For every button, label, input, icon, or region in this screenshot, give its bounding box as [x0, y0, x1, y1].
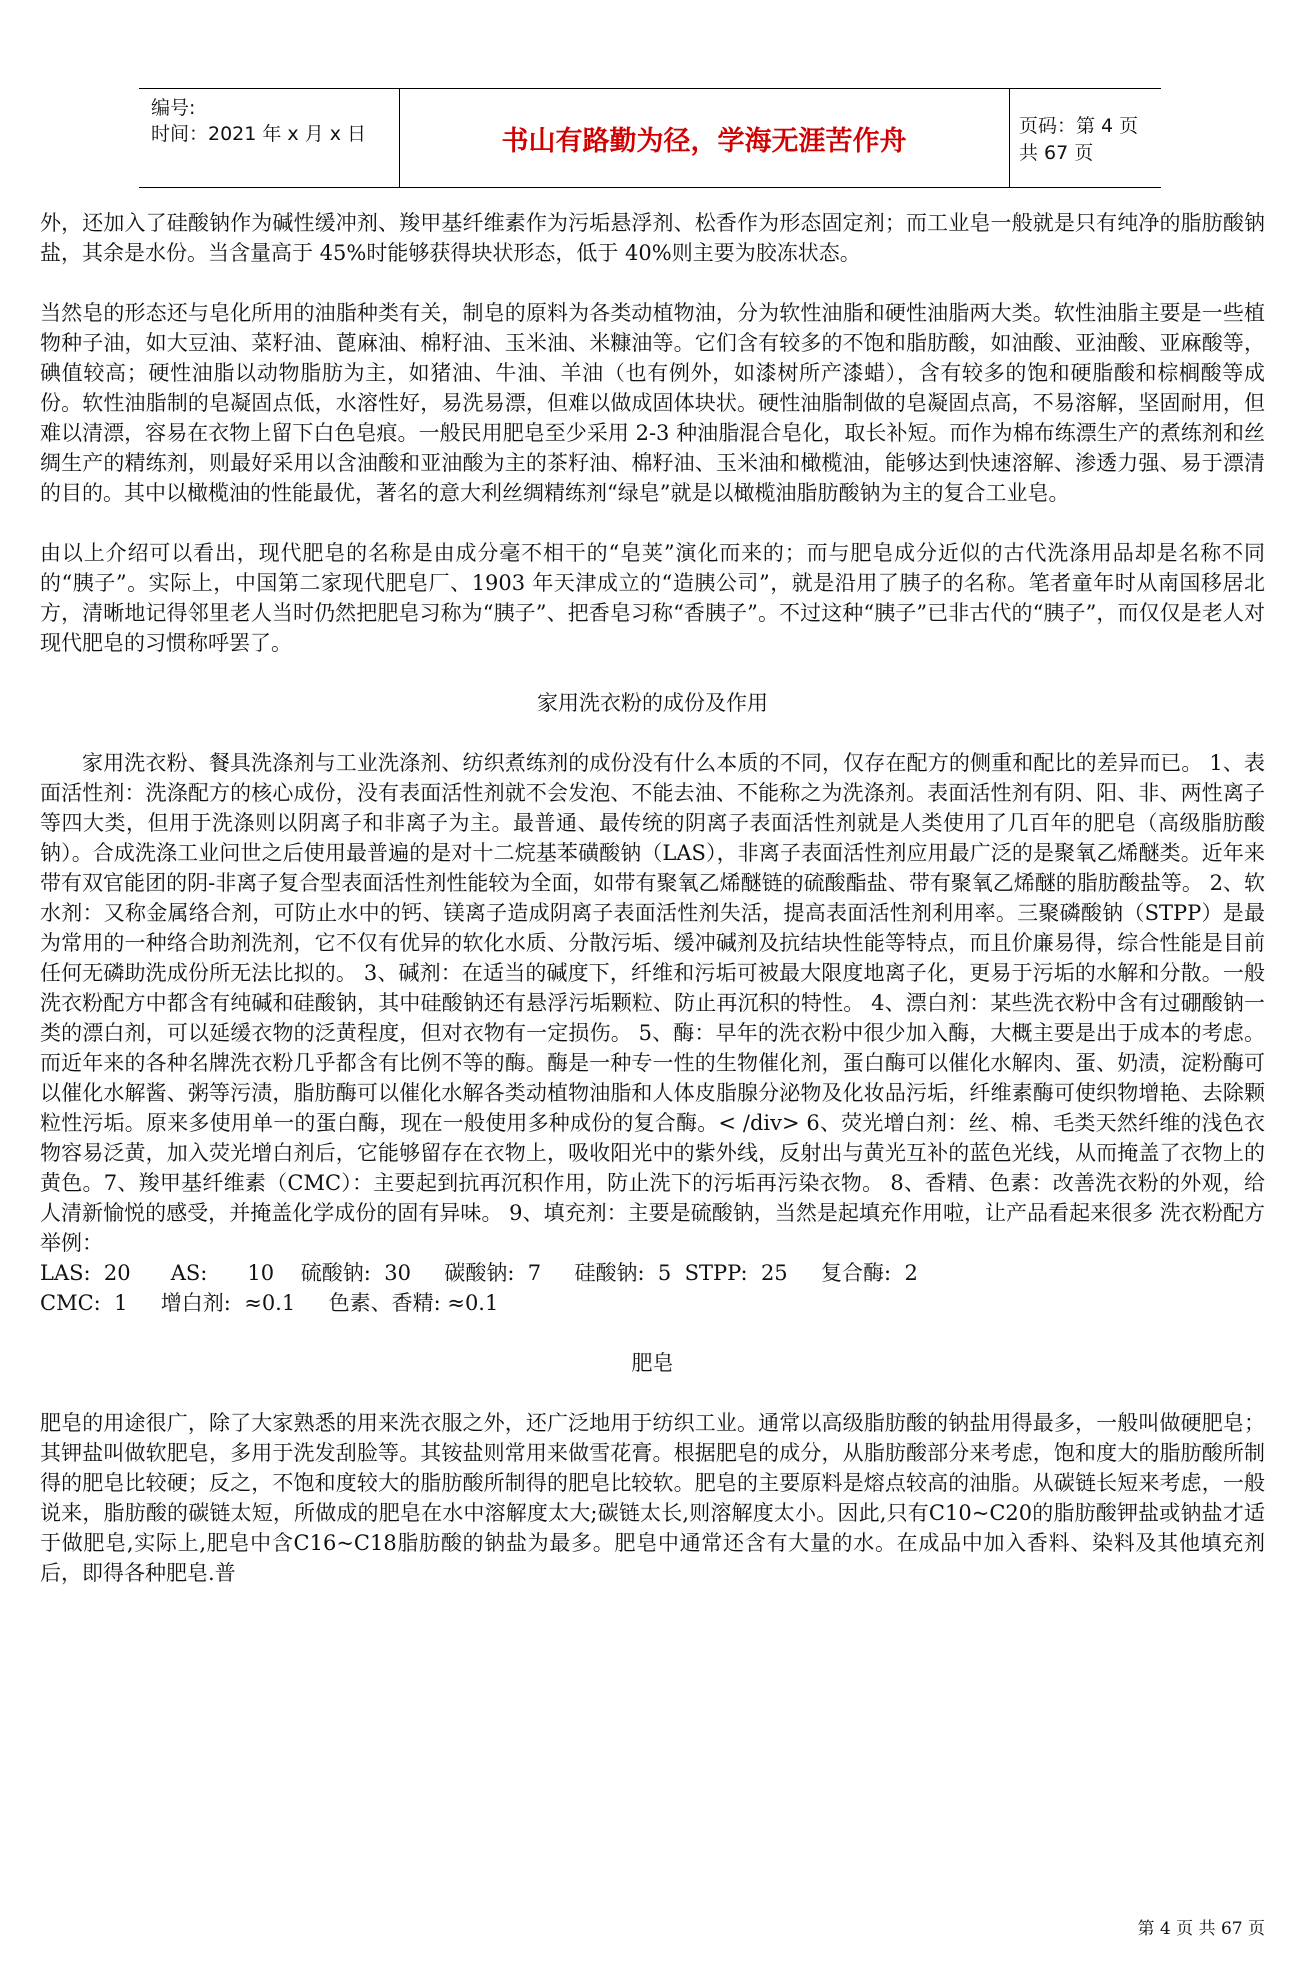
- section-heading: 家用洗衣粉的成份及作用: [537, 691, 768, 715]
- paragraph: 外，还加入了硅酸钠作为碱性缓冲剂、羧甲基纤维素作为污垢悬浮剂、松香作为形态固定剂；而工业皂一般就是只有纯净的脂肪酸钠盐，其余是水份。当含量高于 45%时能够获得块状形态，低于 40%则主要为胶冻状态。: [40, 211, 1265, 265]
- page-footer: 第 4 页 共 67 页: [1137, 1919, 1265, 1939]
- header-divider: [1009, 89, 1010, 187]
- header-slogan: 书山有路勤为径，学海无涯苦作舟: [501, 125, 907, 157]
- number-label: 编号:: [151, 97, 196, 119]
- paragraph: 肥皂的用途很广，除了大家熟悉的用来洗衣服之外，还广泛地用于纺织工业。通常以高级脂肪酸的钠盐用得最多，一般叫做硬肥皂；其钾盐叫做软肥皂，多用于洗发刮脸等。其铵盐则常用来做雪花膏。根据肥皂的成分，从脂肪酸部分来考虑，饱和度大的脂肪酸所制得的肥皂比较硬；反之，不饱和度较大的脂肪酸所制得的肥皂比较软。肥皂的主要原料是熔点较高的油脂。从碳链长短来考虑，一般说来，脂肪酸的碳链太短，所做成的肥皂在水中溶解度太大;碳链太长,则溶解度太小。因此,只有C10~C20的脂肪酸钾盐或钠盐才适于做肥皂,实际上,肥皂中含C16~C18脂肪酸的钠盐为最多。肥皂中通常还含有大量的水。在成品中加入香料、染料及其他填充剂后，即得各种肥皂.普: [40, 1411, 1265, 1585]
- header-page-info: 页码：第 4 页 共 67 页: [1019, 115, 1139, 164]
- formula-line: CMC: 1 增白剂: ≈0.1 色素、香精: ≈0.1: [40, 1291, 499, 1315]
- paragraph: 家用洗衣粉、餐具洗涤剂与工业洗涤剂、纺织煮练剂的成份没有什么本质的不同，仅存在配方的侧重和配比的差异而已。 1、表面活性剂：洗涤配方的核心成份，没有表面活性剂就不会发泡、不能去油、不能称之为洗涤剂。表面活性剂有阴、阳、非、两性离子等四大类，但用于洗涤则以阴离子和非离子为主。最普通、最传统的阴离子表面活性剂就是人类使用了几百年的肥皂（高级脂肪酸钠）。合成洗涤工业问世之后使用最普遍的是对十二烷基苯磺酸钠（LAS），非离子表面活性剂应用最广泛的是聚氧乙烯醚类。近年来带有双官能团的阴-非离子复合型表面活性剂性能较为全面，如带有聚氧乙烯醚链的硫酸酯盐、带有聚氧乙烯醚的脂肪酸盐等。 2、软水剂：又称金属络合剂，可防止水中的钙、镁离子造成阴离子表面活性剂失活，提高表面活性剂利用率。三聚磷酸钠（STPP）是最为常用的一种络合助剂洗剂，它不仅有优异的软化水质、分散污垢、缓冲碱剂及抗结块性能等特点，而且价廉易得，综合性能是目前任何无磷助洗成份所无法比拟的。 3、碱剂：在适当的碱度下，纤维和污垢可被最大限度地离子化，更易于污垢的水解和分散。一般洗衣粉配方中都含有纯碱和硅酸钠，其中硅酸钠还有悬浮污垢颗粒、防止再沉积的特性。 4、漂白剂：某些洗衣粉中含有过硼酸钠一类的漂白剂，可以延缓衣物的泛黄程度，但对衣物有一定损伤。 5、酶：早年的洗衣粉中很少加入酶，大概主要是出于成本的考虑。而近年来的各种名牌洗衣粉几乎都含有比例不等的酶。酶是一种专一性的生物催化剂，蛋白酶可以催化水解肉、蛋、奶渍，淀粉酶可以催化水解酱、粥等污渍，脂肪酶可以催化水解各类动植物油脂和人体皮脂腺分泌物及化妆品污垢，纤维素酶可使织物增艳、去除颗粒性污垢。原来多使用单一的蛋白酶，现在一般使用多种成份的复合酶。< /div> 6、荧光增白剂：丝、棉、毛类天然纤维的浅色衣物容易泛黄，加入荧光增白剂后，它能够留存在衣物上，吸收阳光中的紫外线，反射出与黄光互补的蓝色光线，从而掩盖了衣物上的黄色。7、羧甲基纤维素（CMC）：主要起到抗再沉积作用，防止洗下的污垢再污染衣物。 8、香精、色素：改善洗衣粉的外观，给人清新愉悦的感受，并掩盖化学成份的固有异味。 9、填充剂：主要是硫酸钠，当然是起填充作用啦，让产品看起来很多 洗衣粉配方举例：: [40, 751, 1265, 1255]
- section-heading: 肥皂: [631, 1351, 674, 1375]
- date-label: 时间：2021 年 x 月 x 日: [151, 123, 367, 145]
- document-body: [40, 208, 1265, 1618]
- document-header: [139, 88, 1161, 188]
- paragraph: 当然皂的形态还与皂化所用的油脂种类有关，制皂的原料为各类动植物油，分为软性油脂和硬性油脂两大类。软性油脂主要是一些植物种子油，如大豆油、菜籽油、蓖麻油、棉籽油、玉米油、米糠油等。它们含有较多的不饱和脂肪酸，如油酸、亚油酸、亚麻酸等，碘值较高；硬性油脂以动物脂肪为主，如猪油、牛油、羊油（也有例外，如漆树所产漆蜡），含有较多的饱和硬脂酸和棕榈酸等成份。软性油脂制的皂凝固点低，水溶性好，易洗易漂，但难以做成固体块状。硬性油脂制做的皂凝固点高，不易溶解，坚固耐用，但难以清漂，容易在衣物上留下白色皂痕。一般民用肥皂至少采用 2-3 种油脂混合皂化，取长补短。而作为棉布练漂生产的煮练剂和丝绸生产的精练剂，则最好采用以含油酸和亚油酸为主的茶籽油、棉籽油、玉米油和橄榄油，能够达到快速溶解、渗透力强、易于漂清的目的。其中以橄榄油的性能最优，著名的意大利丝绸精练剂“绿皂”就是以橄榄油脂肪酸钠为主的复合工业皂。: [40, 301, 1265, 505]
- paragraph: 由以上介绍可以看出，现代肥皂的名称是由成分毫不相干的“皂荚”演化而来的；而与肥皂成分近似的古代洗涤用品却是名称不同的“胰子”。实际上，中国第二家现代肥皂厂、1903 年天津成立的“造胰公司”，就是沿用了胰子的名称。笔者童年时从南国移居北方，清晰地记得邻里老人当时仍然把肥皂习称为“胰子”、把香皂习称“香胰子”。不过这种“胰子”已非古代的“胰子”，而仅仅是老人对现代肥皂的习惯称呼罢了。: [40, 541, 1265, 655]
- formula-line: LAS: 20 AS: 10 硫酸钠: 30 碳酸钠: 7 硅酸钠: 5 STPP: 25 复合酶: 2: [40, 1261, 918, 1285]
